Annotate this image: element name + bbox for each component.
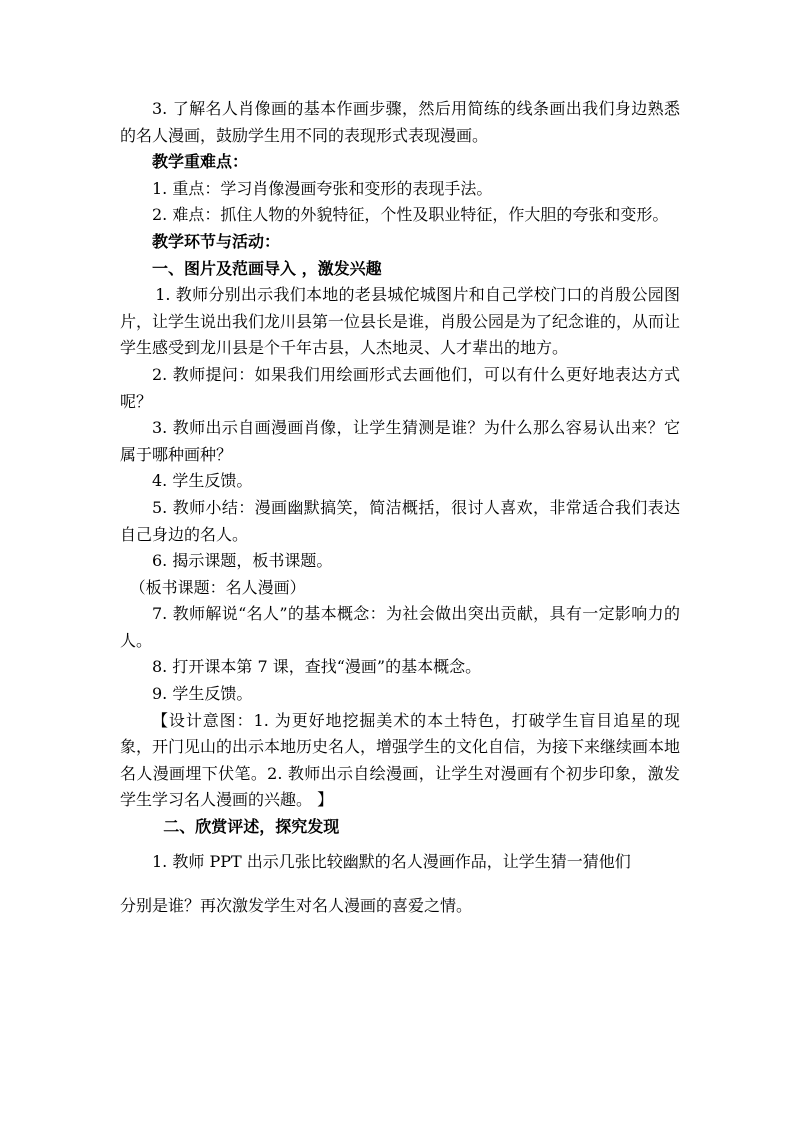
heading-section-1: 一、图片及范画导入 ，激发兴趣 — [152, 258, 382, 278]
step-1-9: 9. 学生反馈。 — [152, 684, 253, 704]
step-2-1-line-1: 1. 教师 PPT 出示几张比较幽默的名人漫画作品，让学生猜一猜他们 — [152, 851, 631, 871]
step-1-4: 4. 学生反馈。 — [152, 471, 253, 491]
heading-key-difficulties: 教学重难点： — [152, 152, 249, 172]
step-1-5: 5. 教师小结：漫画幽默搞笑，简洁概括，很讨人喜欢，非常适合我们表达自己身边的名人。 — [120, 497, 680, 544]
design-intent: 【设计意图：1. 为更好地挖掘美术的本土特色，打破学生盲目追星的现象，开门见山的出示本地历史名人，增强学生的文化自信，为接下来继续画本地名人漫画埋下伏笔。2. 教师出示自绘漫画，让学生对漫画有个初步印象，激发学生学习名人漫画的兴趣。 】 — [120, 710, 681, 810]
document-page — [120, 96, 680, 920]
board-title-note: （板书课题：名人漫画） — [129, 577, 306, 597]
step-1-1: 1. 教师分别出示我们本地的老县城佗城图片和自己学校门口的肖殷公园图片，让学生说出我们龙川县第一位县长是谁，肖殷公园是为了纪念谁的，从而让学生感受到龙川县是个千年古县，人杰地灵、人才辈出的地方。 — [120, 285, 681, 358]
step-1-8: 8. 打开课本第 7 课，查找“漫画”的基本概念。 — [152, 657, 482, 677]
step-2-1-line-2: 分别是谁？再次激发学生对名人漫画的喜爱之情。 — [120, 896, 473, 916]
key-point: 1. 重点：学习肖像漫画夸张和变形的表现手法。 — [152, 178, 493, 198]
step-1-3: 3. 教师出示自画漫画肖像，让学生猜测是谁？为什么那么容易认出来？它属于哪种画种？ — [120, 418, 680, 464]
step-1-2: 2. 教师提问：如果我们用绘画形式去画他们，可以有什么更好地表达方式呢？ — [120, 364, 680, 411]
objective-3: 3. 了解名人肖像画的基本作画步骤，然后用简练的线条画出我们身边熟悉的名人漫画，鼓励学生用不同的表现形式表现漫画。 — [120, 99, 680, 145]
heading-section-2: 二、欣赏评述，探究发现 — [163, 817, 340, 837]
step-1-7: 7. 教师解说“名人”的基本概念：为社会做出突出贡献，具有一定影响力的人。 — [120, 604, 680, 650]
step-1-6: 6. 揭示课题，板书课题。 — [152, 551, 333, 571]
heading-teaching-steps: 教学环节与活动： — [152, 231, 281, 251]
difficult-point: 2. 难点：抓住人物的外貌特征，个性及职业特征，作大胆的夸张和变形。 — [152, 205, 669, 225]
